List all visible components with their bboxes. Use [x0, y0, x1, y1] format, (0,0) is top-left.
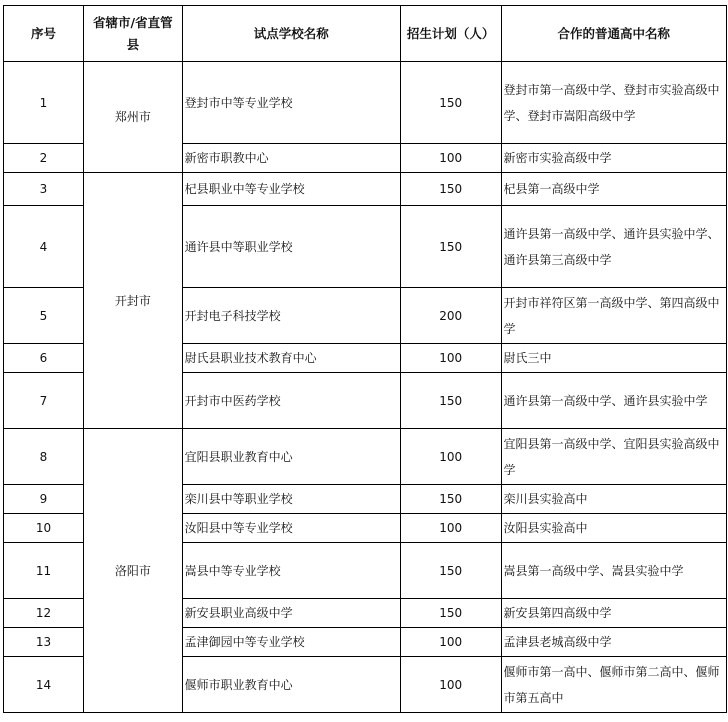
row-seq: 12 — [4, 599, 84, 628]
row-plan: 150 — [400, 599, 501, 628]
row-school: 通许县中等职业学校 — [182, 206, 400, 288]
row-seq: 10 — [4, 514, 84, 543]
row-school: 栾川县中等职业学校 — [182, 485, 400, 514]
row-seq: 5 — [4, 288, 84, 344]
row-partner: 宜阳县第一高级中学、宜阳县实验高级中学 — [501, 429, 726, 485]
row-plan: 100 — [400, 657, 501, 713]
row-partner: 开封市祥符区第一高级中学、第四高级中学 — [501, 288, 726, 344]
row-seq: 2 — [4, 144, 84, 173]
row-school: 孟津御园中等专业学校 — [182, 628, 400, 657]
row-seq: 1 — [4, 62, 84, 144]
row-seq: 11 — [4, 543, 84, 599]
row-partner: 汝阳县实验高中 — [501, 514, 726, 543]
row-plan: 150 — [400, 173, 501, 206]
row-partner: 通许县第一高级中学、通许县实验中学 — [501, 373, 726, 429]
row-plan: 200 — [400, 288, 501, 344]
row-seq: 14 — [4, 657, 84, 713]
row-school: 嵩县中等专业学校 — [182, 543, 400, 599]
row-school: 宜阳县职业教育中心 — [182, 429, 400, 485]
row-school: 开封电子科技学校 — [182, 288, 400, 344]
row-plan: 100 — [400, 429, 501, 485]
row-plan: 150 — [400, 62, 501, 144]
row-plan: 150 — [400, 543, 501, 599]
row-partner: 孟津县老城高级中学 — [501, 628, 726, 657]
row-school: 偃师市职业教育中心 — [182, 657, 400, 713]
row-plan: 150 — [400, 485, 501, 514]
region-kaifeng: 开封市 — [83, 173, 182, 429]
table-row — [4, 429, 727, 485]
row-school: 开封市中医药学校 — [182, 373, 400, 429]
row-school: 新安县职业高级中学 — [182, 599, 400, 628]
row-plan: 100 — [400, 144, 501, 173]
row-school: 新密市职教中心 — [182, 144, 400, 173]
row-plan: 100 — [400, 344, 501, 373]
row-partner: 通许县第一高级中学、通许县实验中学、通许县第三高级中学 — [501, 206, 726, 288]
row-school: 尉氏县职业技术教育中心 — [182, 344, 400, 373]
row-school: 杞县职业中等专业学校 — [182, 173, 400, 206]
header-region: 省辖市/省直管县 — [83, 6, 182, 62]
row-partner: 新安县第四高级中学 — [501, 599, 726, 628]
row-partner: 嵩县第一高级中学、嵩县实验中学 — [501, 543, 726, 599]
row-seq: 4 — [4, 206, 84, 288]
header-row — [4, 6, 727, 62]
header-seq: 序号 — [4, 6, 84, 62]
row-seq: 13 — [4, 628, 84, 657]
row-plan: 100 — [400, 628, 501, 657]
region-zhengzhou: 郑州市 — [83, 62, 182, 173]
row-partner: 新密市实验高级中学 — [501, 144, 726, 173]
row-partner: 偃师市第一高中、偃师市第二高中、偃师市第五高中 — [501, 657, 726, 713]
row-plan: 150 — [400, 206, 501, 288]
row-seq: 6 — [4, 344, 84, 373]
table-row — [4, 173, 727, 206]
header-plan: 招生计划（人） — [400, 6, 501, 62]
row-school: 登封市中等专业学校 — [182, 62, 400, 144]
row-seq: 8 — [4, 429, 84, 485]
row-partner: 杞县第一高级中学 — [501, 173, 726, 206]
row-seq: 9 — [4, 485, 84, 514]
header-school: 试点学校名称 — [182, 6, 400, 62]
row-partner: 尉氏三中 — [501, 344, 726, 373]
header-partner: 合作的普通高中名称 — [501, 6, 726, 62]
row-partner: 栾川县实验高中 — [501, 485, 726, 514]
row-partner: 登封市第一高级中学、登封市实验高级中学、登封市嵩阳高级中学 — [501, 62, 726, 144]
row-plan: 100 — [400, 514, 501, 543]
row-plan: 150 — [400, 373, 501, 429]
table-row — [4, 62, 727, 144]
row-seq: 7 — [4, 373, 84, 429]
row-school: 汝阳县中等专业学校 — [182, 514, 400, 543]
region-luoyang: 洛阳市 — [83, 429, 182, 713]
row-seq: 3 — [4, 173, 84, 206]
pilot-school-table — [3, 5, 727, 713]
